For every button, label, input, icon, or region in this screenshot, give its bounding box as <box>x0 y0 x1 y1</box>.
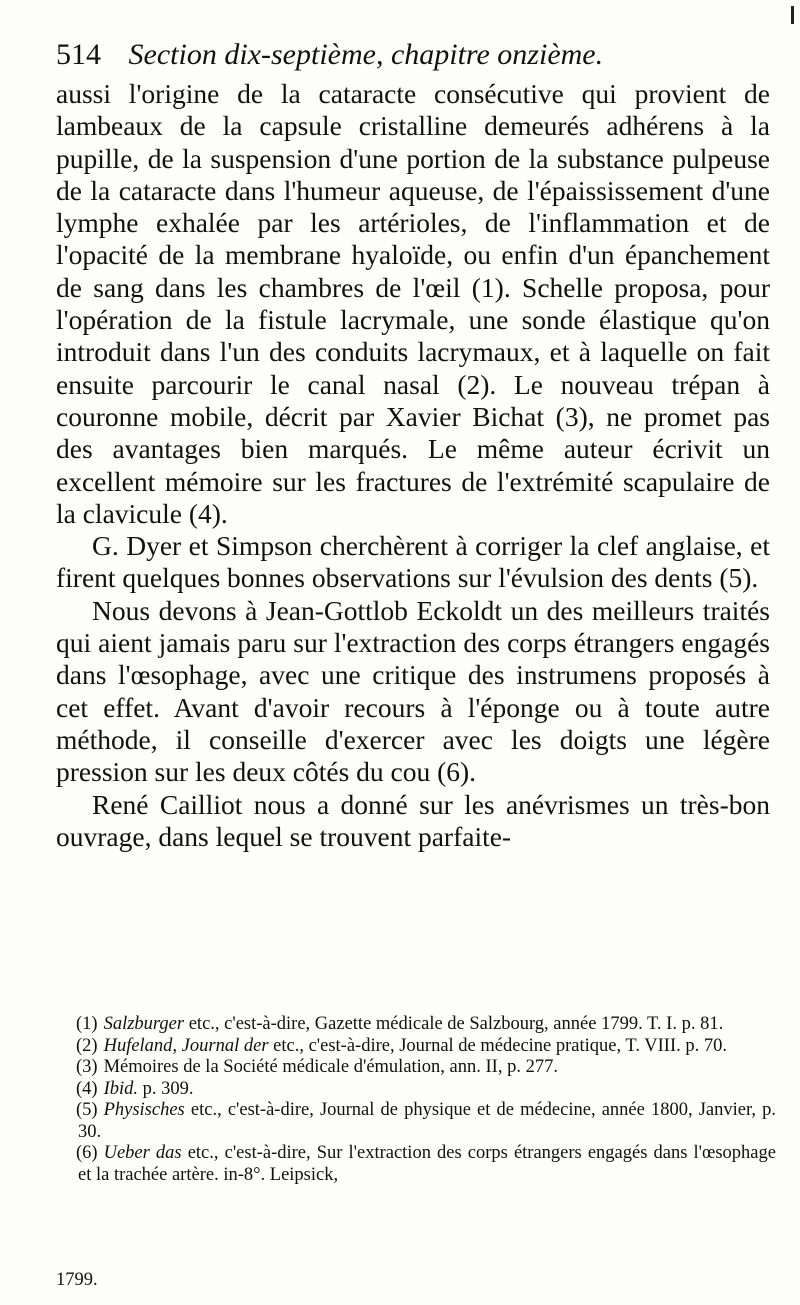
footnote-italic: Salzburger <box>103 1014 185 1034</box>
footnote-mark: (3) <box>76 1057 98 1077</box>
running-head: Section dix-septième, chapitre onzième. <box>128 38 604 71</box>
footnote-1 <box>56 1014 776 1036</box>
footnote-5 <box>56 1100 776 1143</box>
footnote-text: etc., c'est-à-dire, Gazette médicale de Salzbourg, année 1799. T. I. p. 81. <box>184 1014 724 1034</box>
paragraph-4: René Cailliot nous a donné sur les anévrismes un très-bon ouvrage, dans lequel se trouvent parfaite- <box>56 788 770 852</box>
footnote-mark: (5) <box>76 1100 98 1120</box>
body-text <box>56 78 770 853</box>
footnote-4 <box>56 1079 776 1101</box>
footnote-italic: Ueber das <box>103 1143 182 1163</box>
footnote-text: p. 309. <box>138 1078 194 1099</box>
footnote-text: etc., c'est-à-dire, Journal de médecine pratique, T. VIII. p. 70. <box>268 1035 727 1056</box>
page-header <box>56 32 776 78</box>
footnote-text: etc., c'est-à-dire, Journal de physique et de médecine, année 1800, Janvier, p. 30. <box>78 1100 776 1142</box>
footnote-mark: (4) <box>76 1078 98 1099</box>
footnote-continuation: 1799. <box>56 1270 98 1290</box>
footnote-6 <box>56 1143 776 1186</box>
footnote-3 <box>56 1057 776 1079</box>
footnote-italic: Physisches <box>103 1100 185 1120</box>
footnote-italic: Ibid. <box>103 1078 139 1099</box>
footnote-mark: (2) <box>76 1035 98 1056</box>
footnote-italic: Hufeland, Journal der <box>103 1035 269 1056</box>
paragraph-1: aussi l'origine de la cataracte consécutive qui provient de lambeaux de la capsule cristalline demeurés adhérens à la pupille, de la suspension d'une portion de la substance pulpeuse de la cataracte dans l'humeur aqueuse, de l'épaississement d'une lymphe exhalée par les artérioles, de l'inflammation et de l'opacité de la membrane hyaloïde, ou enfin d'un épanchement de sang dans les chambres de l'œil (1). Schelle proposa, pour l'opération de la fistule lacrymale, une sonde élastique qu'on introduit dans l'un des conduits lacrymaux, et à laquelle on fait ensuite parcourir le canal nasal (2). Le nouveau trépan à couronne mobile, décrit par Xavier Bichat (3), ne promet pas des avantages bien marqués. Le même auteur écrivit un excellent mémoire sur les fractures de l'extrémité scapulaire de la clavicule (4). <box>56 78 770 529</box>
footnotes <box>56 1014 776 1186</box>
footnote-text: Mémoires de la Société médicale d'émulation, ann. II, p. 277. <box>103 1057 558 1077</box>
paragraph-2: G. Dyer et Simpson cherchèrent à corriger la clef anglaise, et firent quelques bonnes observations sur l'évulsion des dents (5). <box>56 530 770 594</box>
footnote-text: etc., c'est-à-dire, Sur l'extraction des corps étrangers engagés dans l'œsophage et la trachée artère. in-8°. Leipsick, <box>78 1143 776 1185</box>
page-edge-mark <box>791 6 794 24</box>
paragraph-3: Nous devons à Jean-Gottlob Eckoldt un des meilleurs traités qui aient jamais paru sur l'extraction des corps étrangers engagés dans l'œsophage, avec une critique des instrumens proposés à cet effet. Avant d'avoir recours à l'éponge ou à toute autre méthode, il conseille d'exercer avec les doigts une légère pression sur les deux côtés du cou (6). <box>56 594 770 788</box>
footnote-mark: (1) <box>76 1014 98 1034</box>
footnote-2 <box>56 1036 776 1058</box>
footnote-mark: (6) <box>76 1143 98 1163</box>
page-number: 514 <box>56 38 101 71</box>
